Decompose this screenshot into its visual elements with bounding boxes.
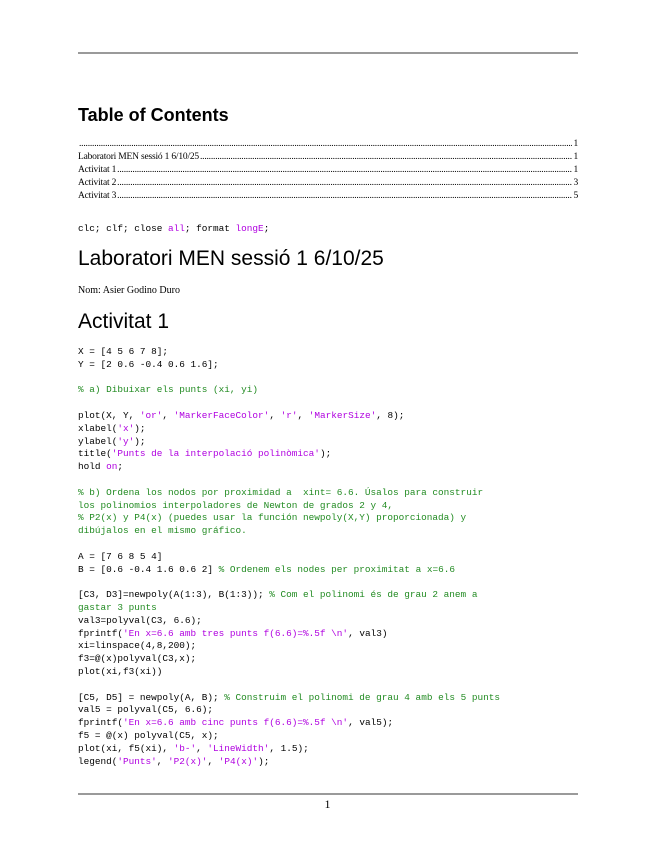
- toc-entry-page: 5: [573, 191, 578, 201]
- toc-entry[interactable]: [78, 152, 578, 165]
- toc-entry-page: 1: [573, 139, 578, 149]
- activity-title: Activitat 1: [78, 310, 170, 333]
- toc-leader: [117, 191, 572, 201]
- toc-leader: [117, 178, 572, 188]
- toc-entry-label: Activitat 1: [78, 165, 117, 175]
- table-of-contents: [78, 139, 578, 204]
- toc-entry-label: Laboratori MEN sessió 1 6/10/25: [78, 152, 199, 162]
- toc-leader: [79, 139, 572, 149]
- toc-entry-label: Activitat 3: [78, 191, 117, 201]
- toc-entry[interactable]: [78, 165, 578, 178]
- footer-rule: [78, 793, 578, 795]
- page-number: 1: [324, 797, 331, 811]
- toc-entry[interactable]: [78, 178, 578, 191]
- toc-title: Table of Contents: [78, 105, 229, 125]
- author-line: Nom: Asier Godino Duro: [78, 285, 180, 296]
- header-rule: [78, 52, 578, 54]
- code-block-activitat-1: X = [4 5 6 7 8]; Y = [2 0.6 -0.4 0.6 1.6]; % a) Dibuixar els punts (xi, yi) plot(X, Y, 'or', 'MarkerFaceColor', 'r', 'MarkerSize', 8); xlabel('x'); ylabel('y'); title('Punts de la interpolació polinòmica'); hold on; % b) Ordena los nodos por proximidad a xint= 6.6. Úsalos para construir los polinomios interpoladores de Newton de grados 2 y 4, % P2(x) y P4(x) (puedes usar la función newpoly(X,Y) proporcionada) y dibújalos en el mismo gráfico. A = [7 6 8 5 4] B = [0.6 -0.4 1.6 0.6 2] % Ordenem els nodes per proximitat a x=6.6 [C3, D3]=newpoly(A(1:3), B(1:3)); % Com el polinomi és de grau 2 anem a gastar 3 punts val3=polyval(C3, 6.6); fprintf('En x=6.6 amb tres punts f(6.6)=%.5f \n', val3) xi=linspace(4,8,200); f3=@(x)polyval(C3,x); plot(xi,f3(xi)) [C5, D5] = newpoly(A, B); % Construim el polinomi de grau 4 amb els 5 punts val5 = polyval(C5, 6.6); fprintf('En x=6.6 amb cinc punts f(6.6)=%.5f \n', val5); f5 = @(x) polyval(C5, x); plot(xi, f5(xi), 'b-', 'LineWidth', 1.5); legend('Punts', 'P2(x)', 'P4(x)');: [78, 346, 500, 767]
- toc-entry[interactable]: [78, 191, 578, 204]
- toc-entry-page: 1: [573, 152, 578, 162]
- init-code-block: clc; clf; close all; format longE;: [78, 223, 270, 234]
- toc-entry-label: Activitat 2: [78, 178, 117, 188]
- toc-entry[interactable]: [78, 139, 578, 152]
- toc-entry-page: 1: [573, 165, 578, 175]
- toc-leader: [200, 152, 572, 162]
- toc-entry-page: 3: [573, 178, 578, 188]
- toc-leader: [117, 165, 572, 175]
- section-title: Laboratori MEN sessió 1 6/10/25: [78, 247, 384, 270]
